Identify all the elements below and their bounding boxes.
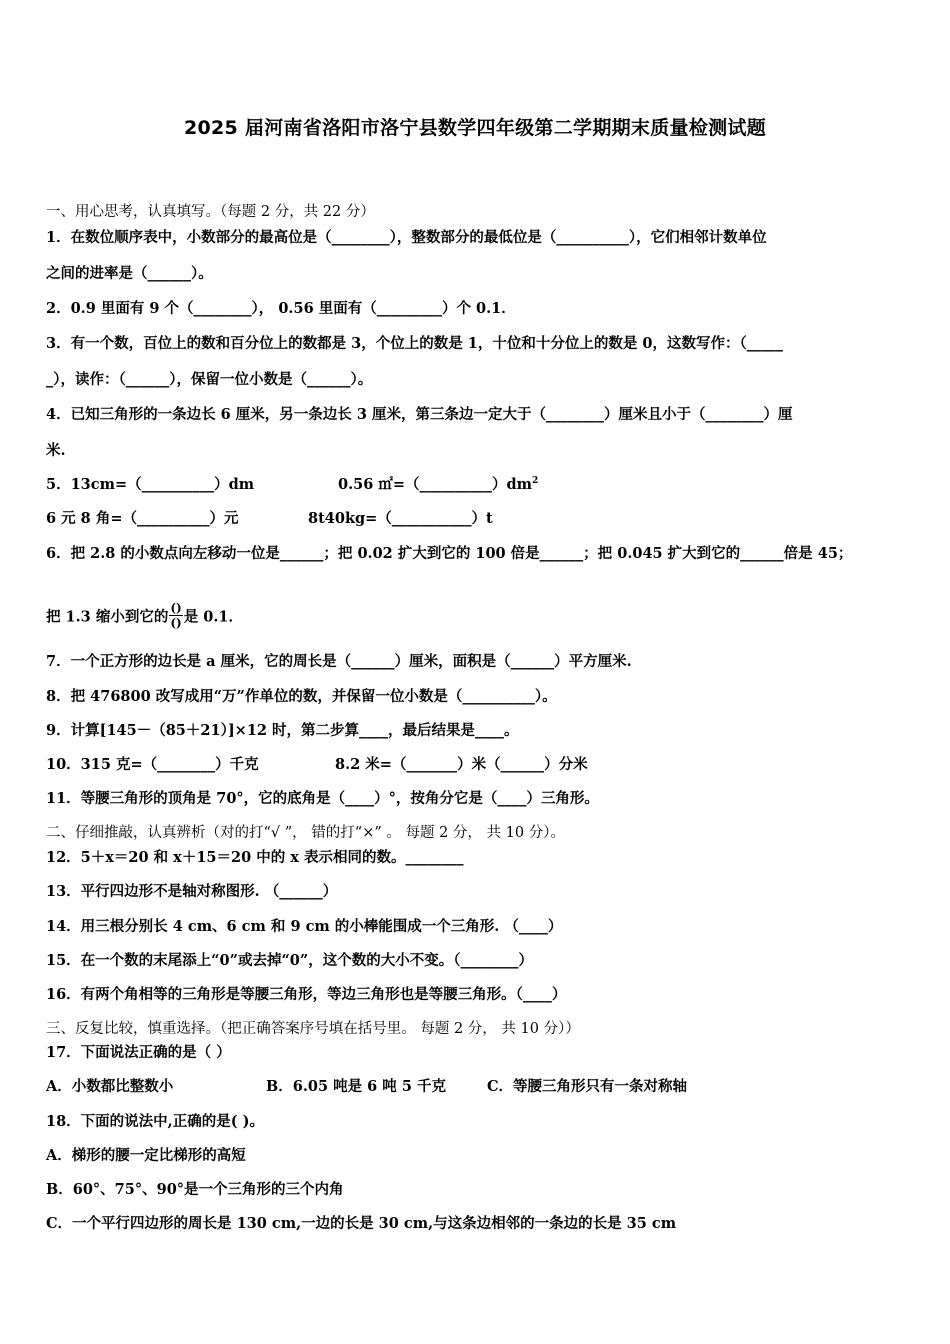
question-6-line-2 bbox=[46, 603, 243, 632]
question-6-prefix: 把 1.3 缩小到它的 bbox=[46, 608, 169, 626]
question-3-line-2: _），读作：（______），保留一位小数是（______）。 bbox=[46, 371, 373, 388]
section-2-heading: 二、仔细推敲，认真辨析（对的打“√ ”， 错的打“×” 。 每题 2 分， 共 10 分）。 bbox=[46, 825, 565, 841]
question-17-option-a: A．小数都比整数小 bbox=[46, 1078, 174, 1095]
question-12: 12．5＋x＝20 和 x＋15＝20 中的 x 表示相同的数。________ bbox=[46, 849, 464, 866]
question-17-option-c: C．等腰三角形只有一条对称轴 bbox=[487, 1078, 688, 1095]
question-3-line-1: 3．有一个数，百位上的数和百分位上的数都是 3，个位上的数是 1，十位和十分位上的数是 0，这数写作：（_____ bbox=[46, 335, 783, 352]
superscript-two: 2 bbox=[532, 476, 539, 487]
question-1-line-2: 之间的进率是（______）。 bbox=[46, 265, 213, 282]
question-8: 8．把 476800 改写成用“万”作单位的数，并保留一位小数是（__________）。 bbox=[46, 688, 557, 705]
question-18: 18．下面的说法中,正确的是( )。 bbox=[46, 1113, 264, 1130]
section-1-heading: 一、用心思考，认真填写。（每题 2 分，共 22 分） bbox=[46, 204, 375, 220]
fraction-denominator: () bbox=[170, 616, 182, 630]
question-2: 2．0.9 里面有 9 个（________）， 0.56 里面有（_________）个 0.1． bbox=[46, 300, 516, 317]
question-5-tons: 8t40kg=（___________）t bbox=[308, 510, 493, 527]
question-9: 9．计算[145－（85＋21）]×12 时，第二步算____，最后结果是____。 bbox=[46, 722, 519, 739]
question-16: 16．有两个角相等的三角形是等腰三角形，等边三角形也是等腰三角形。（____） bbox=[46, 986, 567, 1003]
question-6-suffix: 是 0.1． bbox=[183, 608, 243, 626]
question-5-cm-to-dm: 5．13cm=（__________）dm bbox=[46, 476, 255, 493]
question-10-grams: 10．315 克=（________）千克 bbox=[46, 756, 259, 773]
question-5-m2-to-dm2: 0.56 ㎡=（__________）dm bbox=[338, 476, 532, 493]
question-13: 13．平行四边形不是轴对称图形. （______） bbox=[46, 883, 338, 900]
question-17: 17．下面说法正确的是（ ） bbox=[46, 1044, 231, 1061]
question-17-options bbox=[46, 1078, 687, 1096]
question-10 bbox=[46, 756, 588, 774]
question-18-option-c: C．一个平行四边形的周长是 130 cm,一边的长是 30 cm,与这条边相邻的一条边的长是 35 cm bbox=[46, 1215, 677, 1232]
fraction-numerator: () bbox=[170, 601, 182, 615]
question-5-line-2 bbox=[46, 510, 493, 528]
question-10-meters: 8.2 米=（_______）米（______）分米 bbox=[335, 756, 588, 773]
page-title: 2025 届河南省洛阳市洛宁县数学四年级第二学期期末质量检测试题 bbox=[183, 117, 767, 139]
question-1-line-1: 1．在数位顺序表中，小数部分的最高位是（________），整数部分的最低位是（__________），它们相邻计数单位 bbox=[46, 229, 767, 246]
question-5-line-1 bbox=[46, 476, 538, 494]
question-7: 7．一个正方形的边长是 a 厘米，它的周长是（______）厘米，面积是（______）平方厘米. bbox=[46, 653, 632, 670]
question-18-option-b: B．60°、75°、90°是一个三角形的三个内角 bbox=[46, 1181, 344, 1198]
question-11: 11．等腰三角形的顶角是 70°，它的底角是（____）°，按角分它是（____）三角形。 bbox=[46, 790, 599, 807]
question-4-line-2: 米. bbox=[46, 442, 66, 459]
section-3-heading: 三、反复比较，慎重选择。（把正确答案序号填在括号里。 每题 2 分， 共 10 分）） bbox=[46, 1021, 580, 1037]
question-5-yuan: 6 元 8 角=（__________）元 bbox=[46, 510, 239, 527]
question-17-option-b: B．6.05 吨是 6 吨 5 千克 bbox=[266, 1078, 446, 1095]
fraction-blank bbox=[169, 601, 182, 630]
question-18-option-a: A．梯形的腰一定比梯形的高短 bbox=[46, 1147, 246, 1164]
question-15: 15．在一个数的末尾添上“0”或去掉“0”，这个数的大小不变。（________） bbox=[46, 952, 533, 969]
question-6-line-1: 6．把 2.8 的小数点向左移动一位是______；把 0.02 扩大到它的 100 倍是______；把 0.045 扩大到它的______倍是 45； bbox=[46, 545, 853, 562]
question-14: 14．用三根分别长 4 cm、6 cm 和 9 cm 的小棒能围成一个三角形. （____） bbox=[46, 918, 563, 935]
question-4-line-1: 4．已知三角形的一条边长 6 厘米，另一条边长 3 厘米，第三条边一定大于（________）厘米且小于（________）厘 bbox=[46, 406, 793, 423]
